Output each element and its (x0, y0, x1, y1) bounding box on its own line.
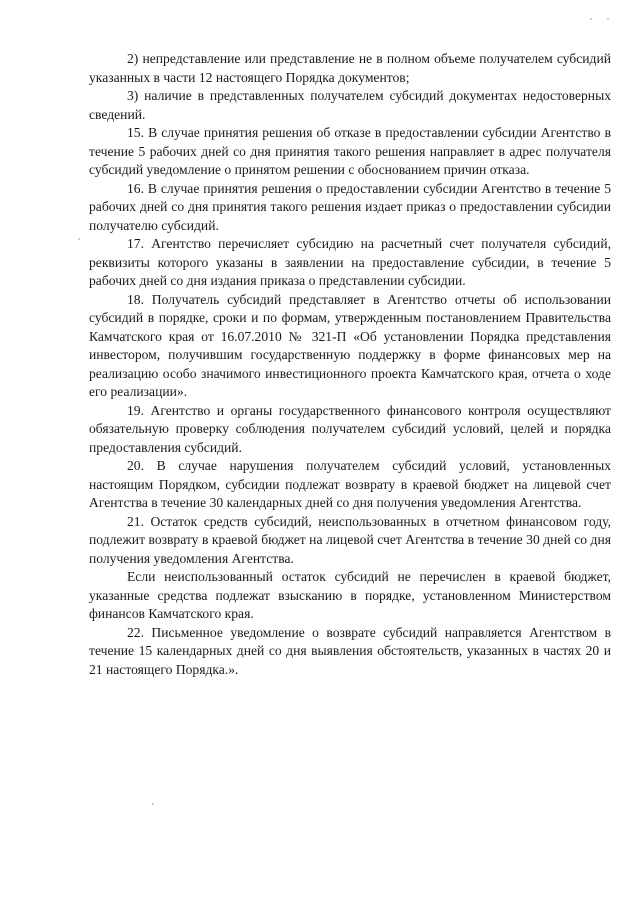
paragraph-22: 22. Письменное уведомление о возврате субсидий направляется Агентством в течение 15 календарных дней со дня выявления обстоятельств, указанных в частях 20 и 21 настоящего Порядка.». (89, 624, 611, 677)
paragraph-17: 17. Агентство перечисляет субсидию на расчетный счет получателя субсидий, реквизиты которого указаны в заявлении на предоставление субсидии, в течение 5 рабочих дней со дня издания приказа о представлении субсидии. (89, 236, 611, 288)
paragraph-20: 20. В случае нарушения получателем субсидий условий, установленных настоящим Порядком, субсидии подлежат возврату в краевой бюджет на лицевой счет Агентства в течение 30 календарных дней со дня получения уведомления Агентства. (89, 458, 611, 510)
paragraph-item-2: 2) непредставление или представление не в полном объеме получателем субсидий указанных в части 12 настоящего Порядка документов; (89, 51, 611, 85)
scan-speck (607, 18, 609, 20)
scan-speck (78, 238, 80, 240)
paragraph-18: 18. Получатель субсидий представляет в Агентство отчеты об использовании субсидий в порядке, сроки и по формам, утвержденным постановлением Правительства Камчатского края от 16.07.2010 № 321-П «Об установлении Порядка представления инвестором, получившим государственную поддержку в форме финансовых мер на реализацию особо значимого инвестиционного проекта Камчатского края, отчета о ходе его реализации». (89, 291, 611, 399)
scan-speck (152, 803, 154, 805)
paragraph-15: 15. В случае принятия решения об отказе в предоставлении субсидии Агентство в течение 5 рабочих дней со дня принятия такого решения направляет в адрес получателя субсидий уведомление о принятом решении с обоснованием причин отказа. (89, 125, 611, 177)
scan-speck (590, 18, 592, 20)
paragraph-item-3: 3) наличие в представленных получателем субсидий документах недостоверных сведений. (89, 88, 611, 122)
document-body (89, 50, 611, 679)
paragraph-21-continuation: Если неиспользованный остаток субсидий не перечислен в краевой бюджет, указанные средства подлежат взысканию в порядке, установленном Министерством финансов Камчатского края. (89, 569, 611, 621)
paragraph-21: 21. Остаток средств субсидий, неиспользованных в отчетном финансовом году, подлежит возврату в краевой бюджет на лицевой счет Агентства в течение 30 дней со дня получения уведомления Агентства. (89, 513, 611, 566)
paragraph-16: 16. В случае принятия решения о предоставлении субсидии Агентство в течение 5 рабочих дней со дня принятия такого решения издает приказ о предоставлении субсидии получателю субсидий. (89, 180, 611, 233)
paragraph-19: 19. Агентство и органы государственного финансового контроля осуществляют обязательную проверку соблюдения получателем субсидий условий, целей и порядка предоставления субсидий. (89, 402, 611, 455)
